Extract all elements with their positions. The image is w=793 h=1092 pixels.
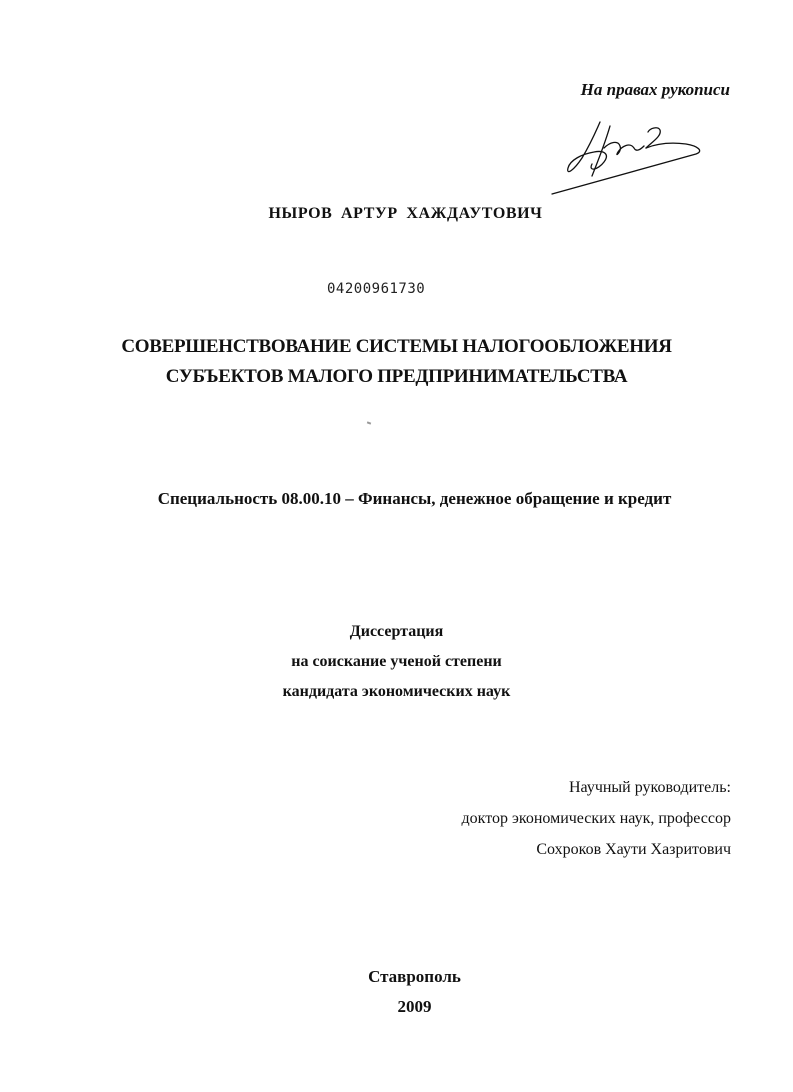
author-name: НЫРОВ АРТУР ХАЖДАУТОВИЧ — [268, 205, 543, 222]
city: Ставрополь — [368, 967, 461, 986]
degree-purpose: на соискание ученой степени — [291, 653, 502, 670]
advisor-label: Научный руководитель: — [568, 779, 731, 796]
advisor-name: Сохроков Хаути Хазритович — [536, 841, 731, 858]
dissertation-degree-block — [0, 617, 793, 707]
handwritten-signature-icon — [548, 118, 708, 200]
place-and-year — [0, 962, 793, 1022]
scientific-advisor-block — [462, 772, 732, 865]
dissertation-title — [0, 332, 793, 392]
title-line-2: СУБЪЕКТОВ МАЛОГО ПРЕДПРИНИМАТЕЛЬСТВА — [165, 366, 628, 387]
degree-name: кандидата экономических наук — [282, 683, 511, 700]
scan-speck — [367, 421, 371, 424]
title-line-1: СОВЕРШЕНСТВОВАНИЕ СИСТЕМЫ НАЛОГООБЛОЖЕНИЯ — [121, 336, 672, 357]
manuscript-note: На правах рукописи — [580, 80, 730, 99]
advisor-degree: доктор экономических наук, профессор — [461, 810, 731, 827]
specialty: Специальность 08.00.10 – Финансы, денежное обращение и кредит — [157, 489, 672, 508]
catalog-number: 04200961730 — [327, 281, 426, 297]
dissertation-label: Диссертация — [349, 623, 444, 640]
year: 2009 — [397, 997, 432, 1016]
